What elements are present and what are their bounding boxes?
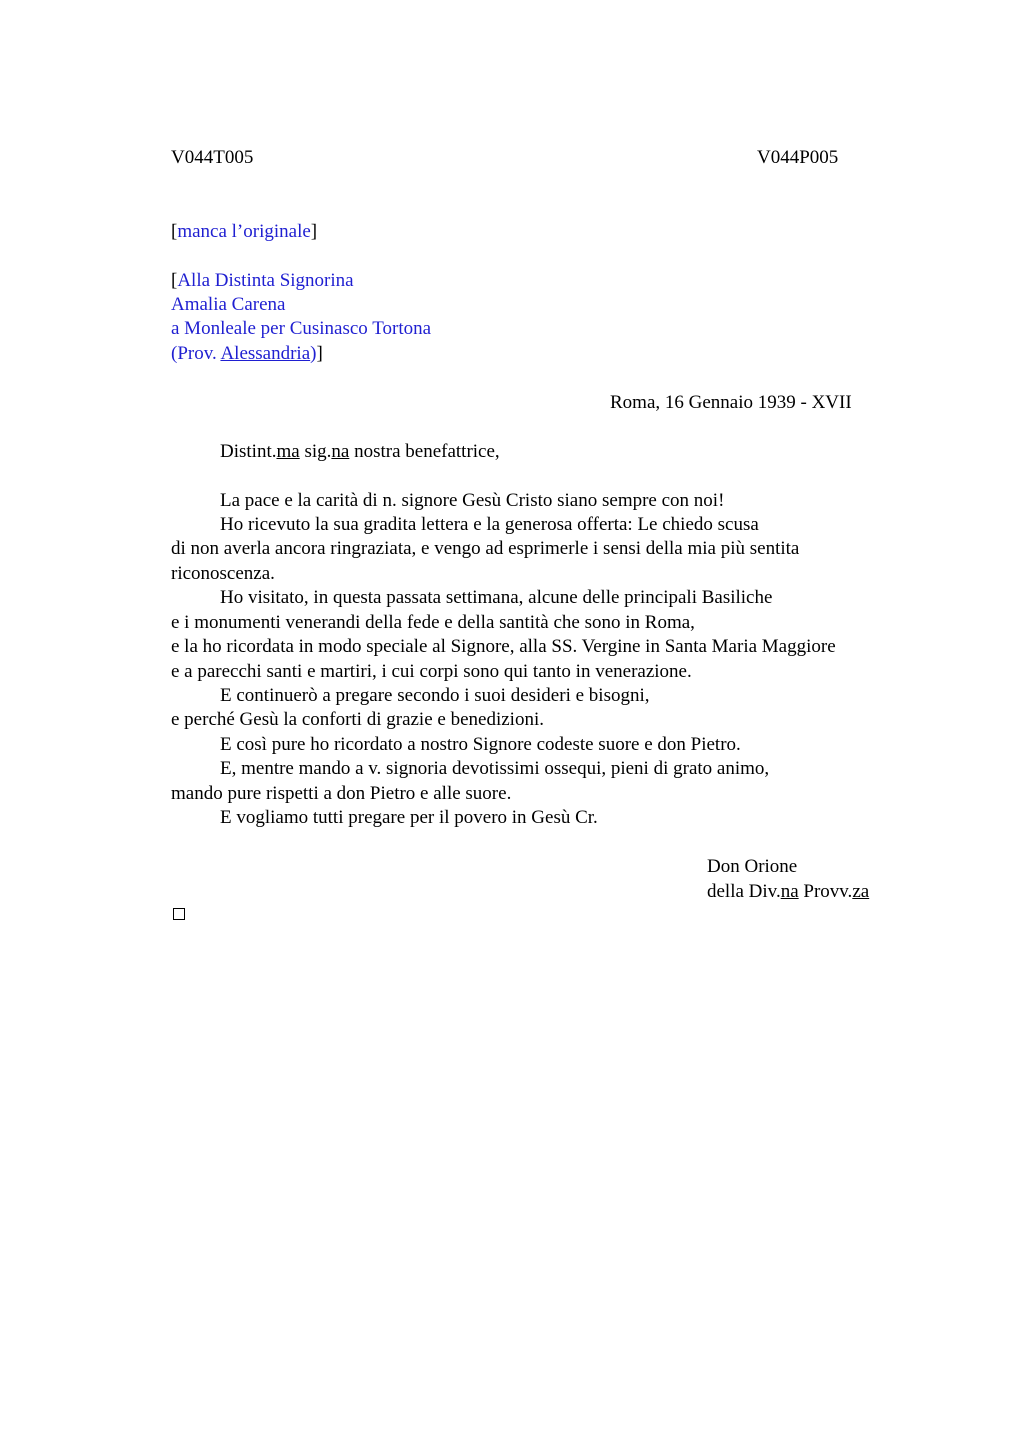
signature-name: Don Orione bbox=[707, 856, 798, 877]
address-prefix: (Prov. bbox=[171, 343, 221, 364]
end-marker-box-icon bbox=[173, 908, 185, 920]
address-line-1-text: Alla Distinta Signorina bbox=[177, 270, 354, 291]
body-line: e la ho ricordata in modo speciale al Signore, alla SS. Vergine in Santa Maria Maggiore bbox=[171, 636, 836, 657]
signature-title: della Div.na Provv.za bbox=[707, 881, 870, 902]
body-line: mando pure rispetti a don Pietro e alle suore. bbox=[171, 783, 512, 804]
address-line-4 bbox=[171, 342, 323, 366]
body-line: di non averla ancora ringraziata, e vengo ad esprimerle i sensi della mia più sentita bbox=[171, 538, 800, 559]
body-line: Ho visitato, in questa passata settimana, alcune delle principali Basiliche bbox=[220, 587, 773, 608]
note-text: manca l’originale bbox=[177, 221, 311, 242]
address-line-2: Amalia Carena bbox=[171, 294, 286, 315]
address-link-alessandria[interactable]: Alessandria bbox=[220, 343, 311, 364]
address-line-3: a Monleale per Cusinasco Tortona bbox=[171, 318, 432, 339]
body-line: La pace e la carità di n. signore Gesù Cristo siano sempre con noi! bbox=[220, 490, 725, 511]
body-line: e a parecchi santi e martiri, i cui corpi sono qui tanto in venerazione. bbox=[171, 661, 692, 682]
body-line: Ho ricevuto la sua gradita lettera e la generosa offerta: Le chiedo scusa bbox=[220, 514, 759, 535]
salutation: Distint.ma sig.na nostra benefattrice, bbox=[220, 441, 500, 462]
bracket-close: ] bbox=[310, 221, 318, 242]
bracket-open: [ bbox=[171, 270, 178, 291]
bracket-close: ] bbox=[316, 343, 323, 364]
body-line: E così pure ho ricordato a nostro Signore codeste suore e don Pietro. bbox=[220, 734, 741, 755]
address-line-1 bbox=[171, 269, 354, 293]
document-code-left: V044T005 bbox=[171, 147, 254, 168]
body-line: e i monumenti venerandi della fede e della santità che sono in Roma, bbox=[171, 612, 695, 633]
body-line: E vogliamo tutti pregare per il povero in Gesù Cr. bbox=[220, 807, 598, 828]
body-line: E continuerò a pregare secondo i suoi desideri e bisogni, bbox=[220, 685, 650, 706]
bracket-open: [ bbox=[171, 221, 178, 242]
body-line: e perché Gesù la conforti di grazie e benedizioni. bbox=[171, 709, 544, 730]
editorial-note bbox=[171, 220, 317, 244]
document-code-right: V044P005 bbox=[757, 147, 839, 168]
body-line: E, mentre mando a v. signoria devotissimi ossequi, pieni di grato animo, bbox=[220, 758, 770, 779]
address-suffix: ) bbox=[310, 343, 317, 364]
body-line: riconoscenza. bbox=[171, 563, 275, 584]
dateline: Roma, 16 Gennaio 1939 - XVII bbox=[610, 392, 852, 413]
